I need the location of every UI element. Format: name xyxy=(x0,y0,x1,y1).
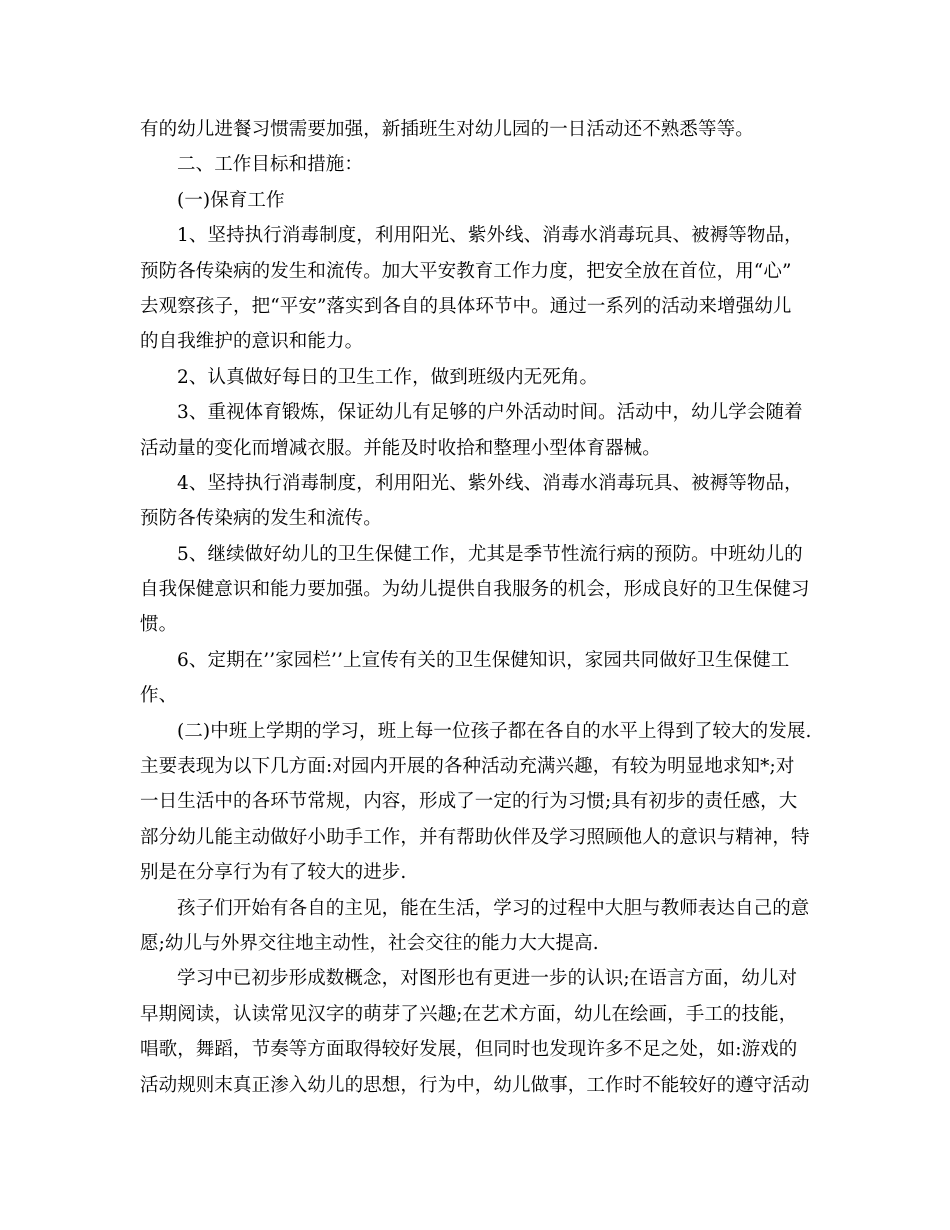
text-line: 唱歌，舞蹈，节奏等方面取得较好发展，但同时也发现许多不足之处，如:游戏的 xyxy=(140,1039,798,1061)
text-line: 的自我维护的意识和能力。 xyxy=(140,331,364,353)
text-line: 2、认真做好每日的卫生工作，做到班级内无死角。 xyxy=(177,366,599,388)
text-line: 部分幼儿能主动做好小助手工作，并有帮助伙伴及学习照顾他人的意识与精神，特 xyxy=(140,826,810,848)
text-line: 早期阅读，认读常见汉字的萌芽了兴趣;在艺术方面，幼儿在绘画，手工的技能， xyxy=(140,1003,798,1025)
text-line: 孩子们开始有各自的主见，能在生活，学习的过程中大胆与教师表达自己的意 xyxy=(177,897,810,919)
subsection-heading: (一)保育工作 xyxy=(177,189,285,211)
text-line: 别是在分享行为有了较大的进步. xyxy=(140,862,407,884)
text-line: 4、坚持执行消毒制度，利用阳光、紫外线、消毒水消毒玩具、被褥等物品， xyxy=(177,472,803,494)
text-line: 一日生活中的各环节常规，内容，形成了一定的行为习惯;具有初步的责任感，大 xyxy=(140,791,798,813)
text-line: 学习中已初步形成数概念，对图形也有更进一步的认识;在语言方面，幼儿对 xyxy=(177,968,798,990)
text-line: 惯。 xyxy=(140,614,178,636)
text-line: 有的幼儿进餐习惯需要加强，新插班生对幼儿园的一日活动还不熟悉等等。 xyxy=(140,119,754,140)
section-heading: 二、工作目标和措施： xyxy=(177,154,364,176)
text-line: 去观察孩子，把“平安”落实到各自的具体环节中。通过一系列的活动来增强幼儿 xyxy=(140,295,792,317)
text-line: 5、继续做好幼儿的卫生保健工作，尤其是季节性流行病的预防。中班幼儿的 xyxy=(177,543,803,565)
text-line: 愿;幼儿与外界交往地主动性，社会交往的能力大大提高. xyxy=(140,932,599,954)
document-body xyxy=(140,112,820,1103)
text-line: 作、 xyxy=(140,685,178,707)
text-line: 自我保健意识和能力要加强。为幼儿提供自我服务的机会，形成良好的卫生保健习 xyxy=(140,579,810,601)
subsection-heading: (二)中班上学期的学习，班上每一位孩子都在各自的水平上得到了较大的发展. xyxy=(177,720,812,742)
text-line: 3、重视体育锻炼，保证幼儿有足够的户外活动时间。活动中，幼儿学会随着 xyxy=(177,402,803,424)
text-line: 活动量的变化而增减衣服。并能及时收拾和整理小型体育器械。 xyxy=(140,437,661,459)
text-line: 预防各传染病的发生和流传。 xyxy=(140,508,382,530)
text-line: 6、定期在’’家园栏’’上宣传有关的卫生保健知识，家园共同做好卫生保健工 xyxy=(177,649,790,671)
text-line: 1、坚持执行消毒制度，利用阳光、紫外线、消毒水消毒玩具、被褥等物品， xyxy=(177,225,803,247)
text-line: 主要表现为以下几方面:对园内开展的各种活动充满兴趣，有较为明显地求知*;对 xyxy=(140,756,795,778)
text-line: 预防各传染病的发生和流传。加大平安教育工作力度，把安全放在首位，用“心” xyxy=(140,260,792,282)
text-line: 活动规则末真正渗入幼儿的思想，行为中，幼儿做事，工作时不能较好的遵守活动 xyxy=(140,1074,810,1096)
